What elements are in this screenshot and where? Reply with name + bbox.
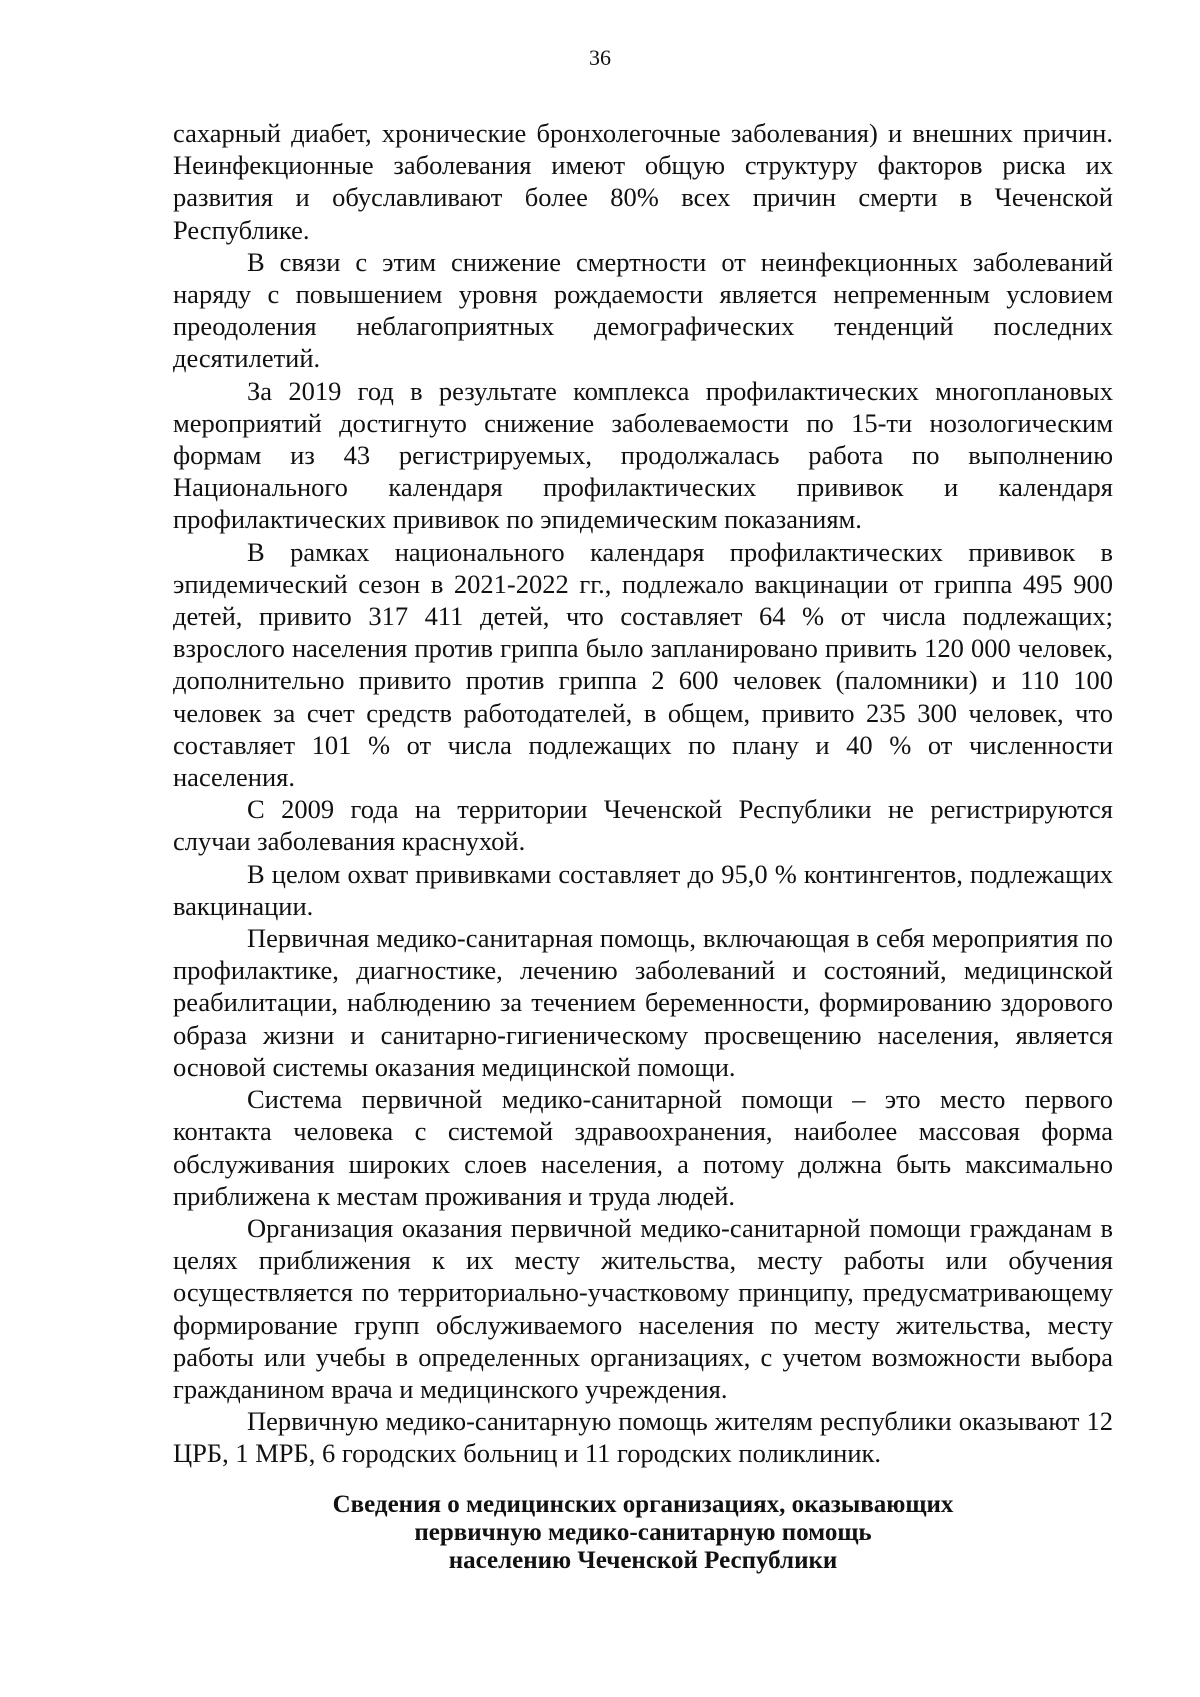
body-text — [173, 117, 1113, 1470]
section-title-line-3: населению Чеченской Республики — [448, 1547, 838, 1574]
paragraph-flu-vaccination: В рамках национального календаря профилактических прививок в эпидемический сезон в 2021-2022 гг., подлежало вакцинации от гриппа 495 900 детей, привито 317 411 детей, что составляет 64 % от числа подлежащих; взрослого населения против гриппа было запланировано привить 120 000 человек, дополнительно привито против гриппа 2 600 человек (паломники) и 110 100 человек за счет средств работодателей, в общем, привито 235 300 человек, что составляет 101 % от числа подлежащих по плану и 40 % от численности населения. — [173, 536, 1113, 793]
page-number: 36 — [589, 45, 611, 70]
paragraph-vaccination-coverage: В целом охват прививками составляет до 95,0 % контингентов, подлежащих вакцинации. — [173, 858, 1113, 921]
paragraph-primary-care-definition: Первичная медико-санитарная помощь, включающая в себя мероприятия по профилактике, диагностике, лечению заболеваний и состояний, медицинской реабилитации, наблюдению за течением беременности, формированию здорового образа жизни и санитарно-гигиеническому просвещению населения, является основой системы оказания медицинской помощи. — [173, 923, 1113, 1082]
section-title-line-2: первичную медико-санитарную помощь — [414, 1519, 872, 1546]
paragraph-mortality-reduction: В связи с этим снижение смертности от неинфекционных заболеваний наряду с повышением уровня рождаемости является непременным условием преодоления неблагоприятных демографических тенденций последних десятилетий. — [173, 246, 1113, 374]
section-title-line-1: Сведения о медицинских организациях, оказывающих — [332, 1491, 954, 1518]
paragraph-risk-factors: сахарный диабет, хронические бронхолегочные заболевания) и внешних причин. Неинфекционные заболевания имеют общую структуру факторов риска их развития и обуславливают более 80% всех причин смерти в Чеченской Республике. — [173, 118, 1113, 245]
paragraph-rubella: С 2009 года на территории Чеченской Республики не регистрируются случаи заболевания краснухой. — [173, 794, 1113, 857]
section-title — [173, 1491, 1113, 1575]
paragraph-primary-care-organization: Организация оказания первичной медико-санитарной помощи гражданам в целях приближения к их месту жительства, месту работы или обучения осуществляется по территориально-участковому принципу, предусматривающему формирование групп обслуживаемого населения по месту жительства, месту работы или учебы в определенных организациях, с учетом возможности выбора гражданином врача и медицинского учреждения. — [173, 1212, 1113, 1404]
paragraph-2019-results: За 2019 год в результате комплекса профилактических многоплановых мероприятий достигнуто снижение заболеваемости по 15-ти нозологическим формам из 43 регистрируемых, продолжалась работа по выполнению Национального календаря профилактических прививок и календаря профилактических прививок по эпидемическим показаниям. — [173, 375, 1113, 535]
paragraph-primary-care-providers: Первичную медико-санитарную помощь жителям республики оказывают 12 ЦРБ, 1 МРБ, 6 городских больниц и 11 городских поликлиник. — [173, 1406, 1113, 1469]
paragraph-primary-care-system: Система первичной медико-санитарной помощи – это место первого контакта человека с системой здравоохранения, наиболее массовая форма обслуживания широких слоев населения, а потому должна быть максимально приближена к местам проживания и труда людей. — [173, 1084, 1113, 1211]
